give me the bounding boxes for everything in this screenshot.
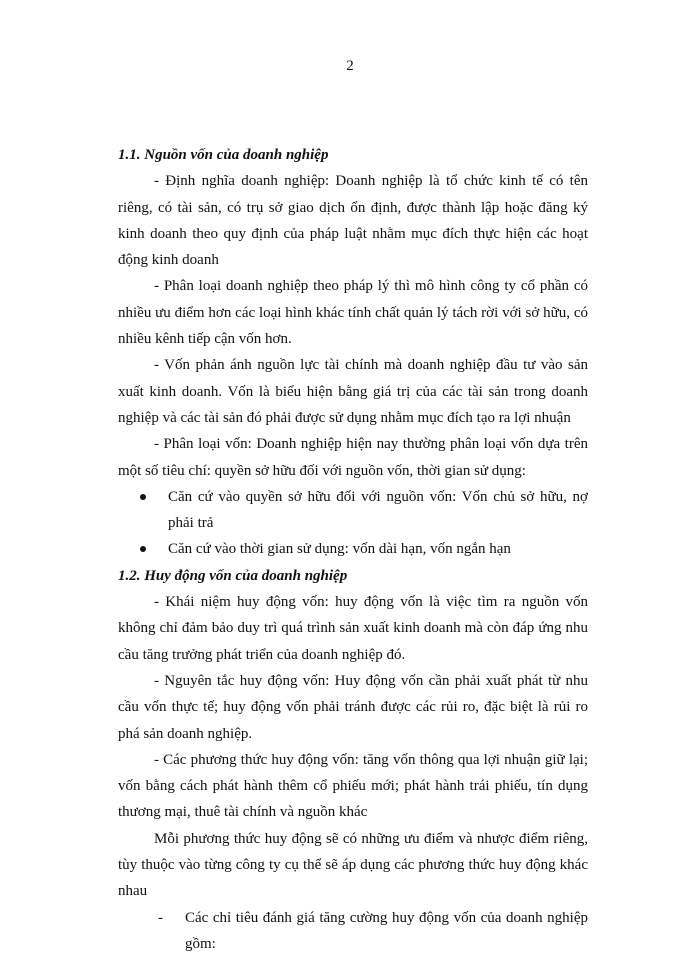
bullet-dot-icon	[140, 546, 146, 552]
paragraph: Mỗi phương thức huy động sẽ có những ưu điểm và nhược điểm riêng, tùy thuộc vào từng công ty cụ thể sẽ áp dụng các phương thức huy động khác nhau	[118, 830, 588, 900]
paragraph: - Phân loại doanh nghiệp theo pháp lý thì mô hình công ty cổ phần có nhiều ưu điểm hơn các loại hình khác tính chất quản lý tách rời với sở hữu, có nhiều kênh tiếp cận vốn hơn.	[118, 278, 588, 348]
section-heading: 1.1. Nguồn vốn của doanh nghiệp	[118, 147, 329, 163]
bullet-text: Căn cứ vào quyền sở hữu đối với nguồn vốn: Vốn chủ sở hữu, nợ phải trả	[168, 488, 588, 532]
paragraph: - Phân loại vốn: Doanh nghiệp hiện nay thường phân loại vốn dựa trên một số tiêu chí: quyền sở hữu đối với nguồn vốn, thời gian sử dụng:	[118, 436, 588, 479]
page-number: 2	[346, 58, 354, 74]
paragraph: - Định nghĩa doanh nghiệp: Doanh nghiệp là tổ chức kinh tế có tên riêng, có tài sản, có trụ sở giao dịch ổn định, được thành lập hoặc đăng ký kinh doanh theo quy định của pháp luật nhằm mục đích thực hiện các hoạt động kinh doanh	[118, 173, 588, 269]
page-content	[118, 142, 588, 957]
bullet-text: Căn cứ vào thời gian sử dụng: vốn dài hạn, vốn ngắn hạn	[168, 541, 511, 558]
bullet-item	[118, 536, 588, 562]
section-heading: 1.2. Huy động vốn của doanh nghiệp	[118, 567, 348, 584]
paragraph: - Vốn phản ánh nguồn lực tài chính mà doanh nghiệp đầu tư vào sản xuất kinh doanh. Vốn là biểu hiện bằng giá trị của các tài sản trong doanh nghiệp và các tài sản đó phải được sử dụng nhằm mục đích tạo ra lợi nhuận	[118, 357, 588, 426]
paragraph: - Nguyên tắc huy động vốn: Huy động vốn cần phải xuất phát từ nhu cầu vốn thực tế; huy động vốn phải tránh được các rủi ro, đặc biệt là rủi ro phá sản doanh nghiệp.	[118, 672, 588, 742]
dash-item-text: Các chỉ tiêu đánh giá tăng cường huy động vốn của doanh nghiệp gồm:	[185, 909, 588, 952]
bullet-item	[118, 484, 588, 537]
bullet-dot-icon	[140, 494, 146, 500]
dash-marker: -	[158, 909, 163, 926]
paragraph: - Khái niệm huy động vốn: huy động vốn là việc tìm ra nguồn vốn không chỉ đảm bảo duy trì quá trình sản xuất kinh doanh mà còn đáp ứng nhu cầu tăng trưởng phát triển của doanh nghiệp đó.	[118, 594, 588, 663]
dash-item	[118, 905, 588, 958]
paragraph: - Các phương thức huy động vốn: tăng vốn thông qua lợi nhuận giữ lại; vốn bằng cách phát hành thêm cổ phiếu mới; phát hành trái phiếu, tín dụng thương mại, thuê tài chính và nguồn khác	[118, 751, 588, 821]
